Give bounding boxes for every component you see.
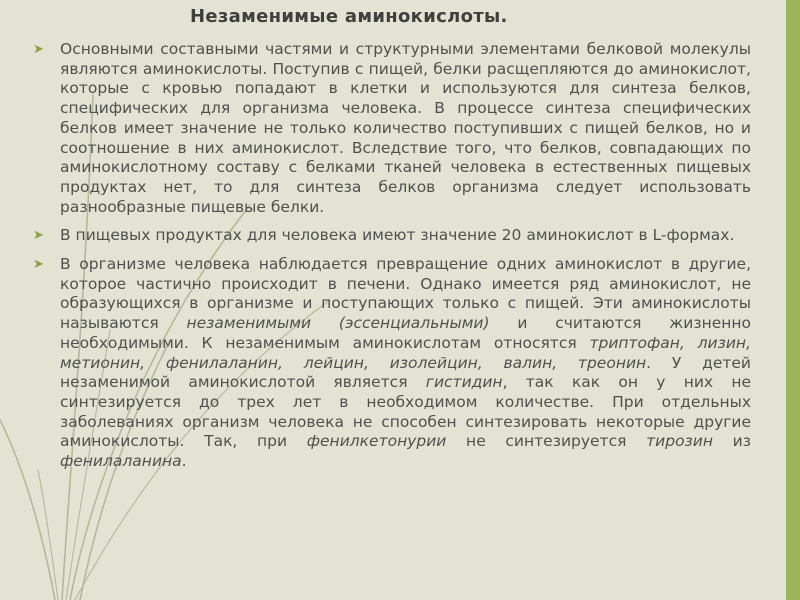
arrow-bullet-icon: ➤ [33, 42, 44, 57]
accent-bar [786, 0, 800, 600]
text-run: из [713, 432, 751, 451]
bullet-item [33, 226, 751, 246]
bullet-item [33, 255, 751, 472]
italic-term: тирозин [646, 432, 713, 451]
text-run: и считаются жизненно необходимыми. К незаменимым аминокислотам относятся [60, 314, 751, 352]
italic-term: гистидин [425, 373, 503, 392]
text-run: В организме человека наблюдается превращение одних аминокислот в другие, которое частично происходит в печени. Однако имеется ряд аминокислот, не образующихся в организме и поступающих только с пищей. Эти аминокислоты называются [60, 255, 751, 333]
arrow-bullet-icon: ➤ [33, 257, 44, 273]
text-run: Основными составными частями и структурными элементами белковой молекулы являются аминокислоты. Поступив с пищей, белки расщепляются до аминокислот, которые с кровью попадают в клетки и используются для синтеза белков, специфических для организма человека. В процессе синтеза специфических белков имеет значение не только количество поступивших с пищей белков, но и соотношение в них аминокислот. Вследствие того, что белков, совпадающих по аминокислотному составу с белками тканей человека в естественных пищевых продуктах нет, то для синтеза белков организма следует использовать разнообразные пищевые белки. [60, 40, 751, 216]
bullet-item [33, 40, 751, 217]
text-run: не синтезируется [446, 432, 647, 451]
arrow-bullet-icon: ➤ [33, 228, 44, 244]
bullet-list [33, 40, 751, 481]
text-run: . [181, 452, 187, 471]
italic-term: незаменимыми (эссенциальными) [186, 314, 490, 333]
text-run: , так как он у них не синтезируется до трех лет в необходимом количестве. При отдельных заболеваниях организм человека не способен синтезировать некоторые другие аминокислоты. Так, при [60, 373, 751, 451]
text-run: В пищевых продуктах для человека имеют значение 20 аминокислот в L-формах. [60, 226, 735, 245]
italic-term: фенилкетонурии [306, 432, 447, 451]
text-run: . У детей незаменимой аминокислотой является [60, 353, 751, 392]
italic-term: фенилаланина [60, 452, 182, 471]
slide-title: Незаменимые аминокислоты. [190, 6, 508, 27]
bullet-text [60, 40, 751, 217]
bullet-text [60, 255, 751, 472]
bullet-text [60, 226, 751, 246]
italic-term: триптофан, лизин, метионин, фенилаланин, лейцин, изолейцин, валин, треонин [60, 333, 751, 372]
